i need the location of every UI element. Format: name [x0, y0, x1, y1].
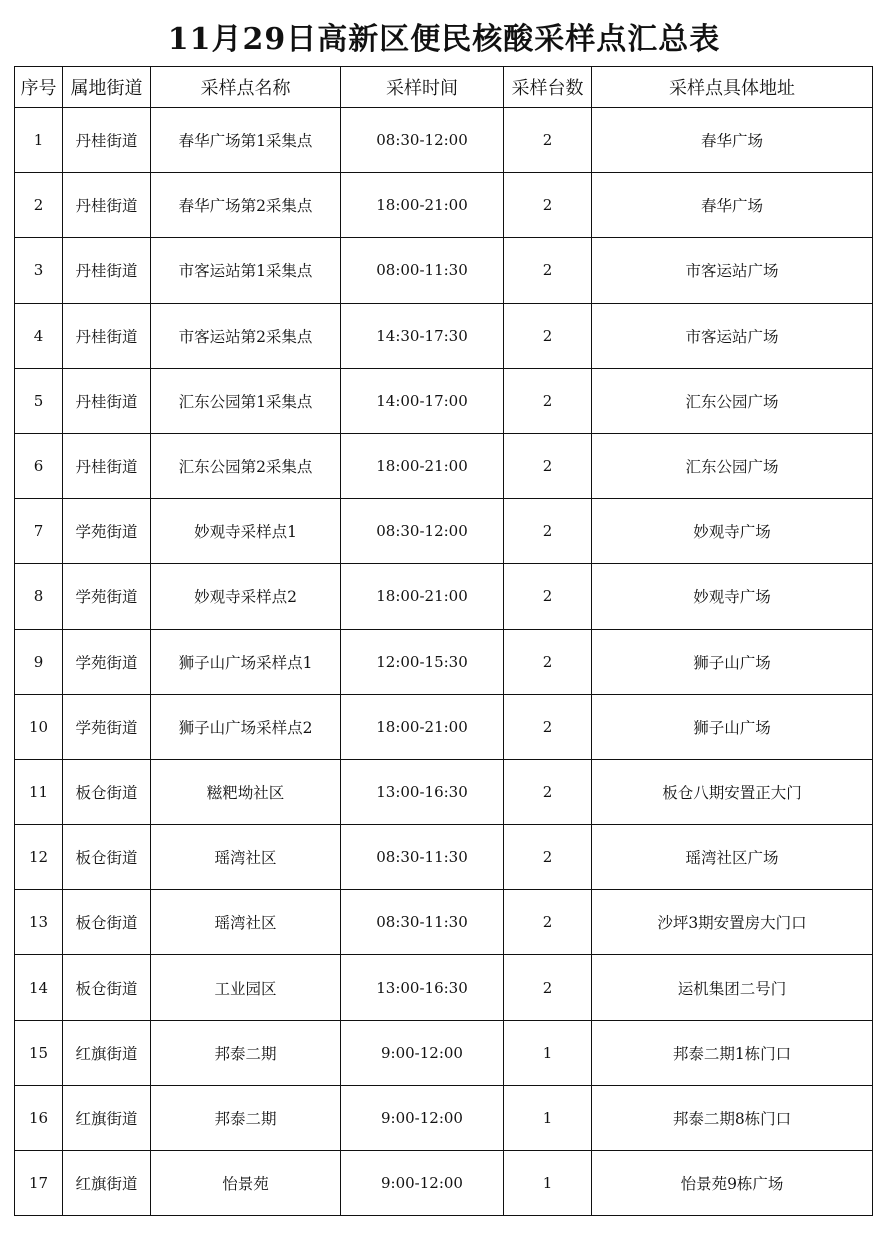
cell-time: 13:00-16:30: [341, 955, 504, 1020]
cell-address: 沙坪3期安置房大门口: [592, 890, 873, 955]
page-title: 11月29日高新区便民核酸采样点汇总表: [167, 22, 721, 57]
cell-count: 1: [504, 1085, 592, 1150]
cell-site-name: 瑶湾社区: [151, 825, 341, 890]
cell-address: 妙观寺广场: [592, 499, 873, 564]
cell-district: 板仓街道: [63, 759, 151, 824]
cell-address: 春华广场: [592, 108, 873, 173]
table-row: [15, 890, 873, 955]
cell-district: 丹桂街道: [63, 303, 151, 368]
cell-district: 丹桂街道: [63, 108, 151, 173]
cell-district: 丹桂街道: [63, 368, 151, 433]
cell-index: 10: [15, 694, 63, 759]
cell-time: 13:00-16:30: [341, 759, 504, 824]
cell-address: 邦泰二期1栋门口: [592, 1020, 873, 1085]
cell-site-name: 狮子山广场采样点1: [151, 629, 341, 694]
cell-time: 9:00-12:00: [341, 1020, 504, 1085]
cell-time: 14:30-17:30: [341, 303, 504, 368]
cell-district: 板仓街道: [63, 890, 151, 955]
cell-site-name: 妙观寺采样点2: [151, 564, 341, 629]
header-district: 属地街道: [63, 67, 151, 108]
cell-address: 板仓八期安置正大门: [592, 759, 873, 824]
table-row: [15, 564, 873, 629]
cell-site-name: 狮子山广场采样点2: [151, 694, 341, 759]
cell-time: 18:00-21:00: [341, 694, 504, 759]
cell-site-name: 妙观寺采样点1: [151, 499, 341, 564]
table-row: [15, 368, 873, 433]
table-row: [15, 629, 873, 694]
cell-time: 9:00-12:00: [341, 1085, 504, 1150]
cell-address: 运机集团二号门: [592, 955, 873, 1020]
cell-count: 2: [504, 499, 592, 564]
table-row: [15, 694, 873, 759]
cell-address: 市客运站广场: [592, 303, 873, 368]
cell-index: 8: [15, 564, 63, 629]
cell-time: 9:00-12:00: [341, 1151, 504, 1216]
table-row: [15, 1020, 873, 1085]
cell-index: 2: [15, 173, 63, 238]
cell-count: 2: [504, 694, 592, 759]
cell-site-name: 怡景苑: [151, 1151, 341, 1216]
table-row: [15, 499, 873, 564]
cell-index: 4: [15, 303, 63, 368]
cell-site-name: 汇东公园第2采集点: [151, 433, 341, 498]
cell-time: 18:00-21:00: [341, 173, 504, 238]
header-index: 序号: [15, 67, 63, 108]
cell-district: 丹桂街道: [63, 433, 151, 498]
cell-district: 红旗街道: [63, 1020, 151, 1085]
cell-site-name: 汇东公园第1采集点: [151, 368, 341, 433]
cell-index: 6: [15, 433, 63, 498]
header-count: 采样台数: [504, 67, 592, 108]
cell-district: 学苑街道: [63, 564, 151, 629]
cell-site-name: 春华广场第2采集点: [151, 173, 341, 238]
cell-site-name: 市客运站第1采集点: [151, 238, 341, 303]
cell-district: 学苑街道: [63, 629, 151, 694]
cell-time: 18:00-21:00: [341, 433, 504, 498]
cell-count: 2: [504, 629, 592, 694]
cell-site-name: 工业园区: [151, 955, 341, 1020]
cell-count: 1: [504, 1020, 592, 1085]
cell-address: 春华广场: [592, 173, 873, 238]
cell-address: 汇东公园广场: [592, 368, 873, 433]
cell-index: 17: [15, 1151, 63, 1216]
cell-count: 2: [504, 564, 592, 629]
cell-site-name: 瑶湾社区: [151, 890, 341, 955]
cell-address: 狮子山广场: [592, 629, 873, 694]
cell-district: 丹桂街道: [63, 238, 151, 303]
table-row: [15, 1085, 873, 1150]
cell-count: 1: [504, 1151, 592, 1216]
cell-index: 16: [15, 1085, 63, 1150]
table-row: [15, 173, 873, 238]
cell-count: 2: [504, 238, 592, 303]
cell-index: 15: [15, 1020, 63, 1085]
cell-time: 18:00-21:00: [341, 564, 504, 629]
cell-count: 2: [504, 108, 592, 173]
cell-district: 板仓街道: [63, 955, 151, 1020]
cell-index: 13: [15, 890, 63, 955]
table-row: [15, 238, 873, 303]
cell-index: 14: [15, 955, 63, 1020]
table-row: [15, 759, 873, 824]
cell-index: 1: [15, 108, 63, 173]
cell-address: 邦泰二期8栋门口: [592, 1085, 873, 1150]
cell-district: 板仓街道: [63, 825, 151, 890]
cell-index: 3: [15, 238, 63, 303]
cell-district: 学苑街道: [63, 694, 151, 759]
cell-district: 红旗街道: [63, 1151, 151, 1216]
cell-district: 学苑街道: [63, 499, 151, 564]
cell-site-name: 春华广场第1采集点: [151, 108, 341, 173]
table-row: [15, 955, 873, 1020]
cell-count: 2: [504, 890, 592, 955]
cell-address: 市客运站广场: [592, 238, 873, 303]
header-site-name: 采样点名称: [151, 67, 341, 108]
cell-time: 12:00-15:30: [341, 629, 504, 694]
cell-count: 2: [504, 303, 592, 368]
header-time: 采样时间: [341, 67, 504, 108]
cell-site-name: 邦泰二期: [151, 1020, 341, 1085]
cell-count: 2: [504, 955, 592, 1020]
sampling-sites-table: [14, 66, 873, 1216]
cell-count: 2: [504, 368, 592, 433]
cell-index: 9: [15, 629, 63, 694]
cell-site-name: 市客运站第2采集点: [151, 303, 341, 368]
cell-time: 14:00-17:00: [341, 368, 504, 433]
cell-time: 08:30-11:30: [341, 890, 504, 955]
table-header-row: [15, 67, 873, 108]
cell-address: 怡景苑9栋广场: [592, 1151, 873, 1216]
cell-index: 12: [15, 825, 63, 890]
table-row: [15, 108, 873, 173]
header-address: 采样点具体地址: [592, 67, 873, 108]
cell-address: 瑶湾社区广场: [592, 825, 873, 890]
table-row: [15, 433, 873, 498]
cell-address: 汇东公园广场: [592, 433, 873, 498]
table-row: [15, 303, 873, 368]
cell-site-name: 邦泰二期: [151, 1085, 341, 1150]
cell-address: 妙观寺广场: [592, 564, 873, 629]
cell-count: 2: [504, 825, 592, 890]
cell-index: 11: [15, 759, 63, 824]
cell-time: 08:30-11:30: [341, 825, 504, 890]
cell-count: 2: [504, 759, 592, 824]
cell-time: 08:30-12:00: [341, 108, 504, 173]
cell-address: 狮子山广场: [592, 694, 873, 759]
cell-district: 红旗街道: [63, 1085, 151, 1150]
cell-site-name: 糍粑坳社区: [151, 759, 341, 824]
table-row: [15, 1151, 873, 1216]
cell-index: 7: [15, 499, 63, 564]
cell-count: 2: [504, 173, 592, 238]
cell-index: 5: [15, 368, 63, 433]
cell-count: 2: [504, 433, 592, 498]
cell-district: 丹桂街道: [63, 173, 151, 238]
cell-time: 08:00-11:30: [341, 238, 504, 303]
cell-time: 08:30-12:00: [341, 499, 504, 564]
table-row: [15, 825, 873, 890]
